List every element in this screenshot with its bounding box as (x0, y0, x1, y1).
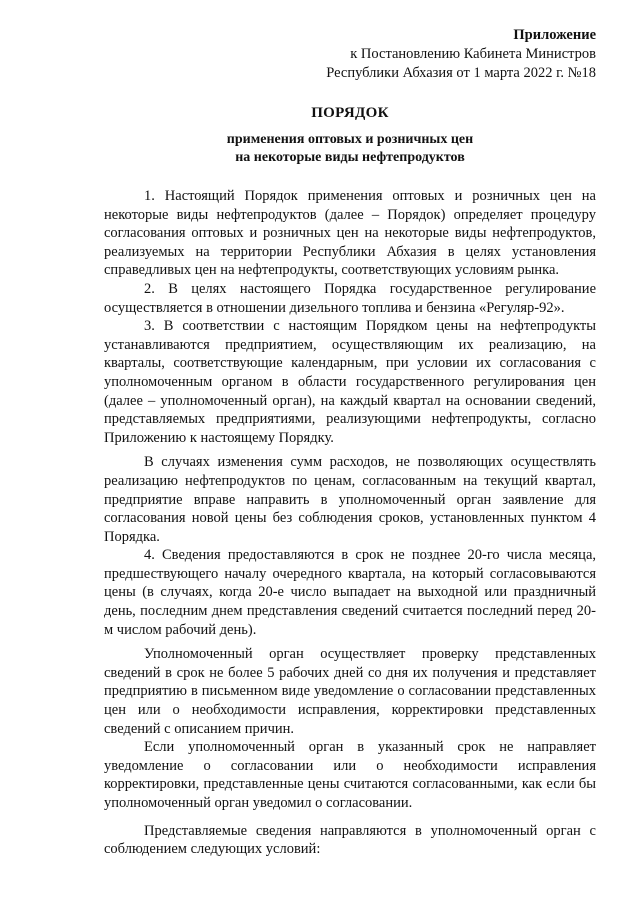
paragraph-4-default-approval: Если уполномоченный орган в указанный срок не направляет уведомление о согласовании или о необходимости исправления корректировки, представленные цены считаются согласованными, как если бы уполномоченный орган уведомил о согласовании. (104, 739, 596, 811)
document-body (104, 187, 596, 859)
appendix-title: Приложение (513, 27, 596, 43)
appendix-header (104, 26, 596, 83)
document-subtitle-line-2: на некоторые виды нефтепродуктов (235, 150, 465, 165)
appendix-reference-line-2: Республики Абхазия от 1 марта 2022 г. №18 (326, 65, 596, 81)
paragraph-4-conditions: Представляемые сведения направляются в уполномоченный орган с соблюдением следующих условий: (104, 822, 596, 858)
document-subtitle-line-1: применения оптовых и розничных цен (226, 132, 474, 147)
paragraph-3: 3. В соответствии с настоящим Порядком цены на нефтепродукты устанавливаются предприятием, осуществляющим их реализацию, на кварталы, соответствующие календарным, при условии их согласования с уполномоченным органом в области государственного регулирования цен (далее – уполномоченный орган), на каждый квартал на основании сведений, представляемых предприятиями, реализующими нефтепродукты, согласно Приложению к настоящему Порядку. (104, 318, 596, 446)
document-subtitle (104, 131, 596, 167)
paragraph-3-continuation: В случаях изменения сумм расходов, не позволяющих осуществлять реализацию нефтепродуктов по ценам, согласованным на текущий квартал, предприятие вправе направить в уполномоченный орган заявление для согласования новой цены без соблюдения сроков, установленных пунктом 4 Порядка. (104, 454, 596, 545)
paragraph-1: 1. Настоящий Порядок применения оптовых и розничных цен на некоторые виды нефтепродуктов (далее – Порядок) определяет процедуру согласования оптовых и розничных цен на некоторые виды нефтепродуктов, реализуемых на территории Республики Абхазия в целях установления справедливых цен на нефтепродукты, соответствующих условиям рынка. (104, 188, 596, 279)
paragraph-4: 4. Сведения предоставляются в срок не позднее 20-го числа месяца, предшествующего началу очередного квартала, на который согласовываются цены (в случаях, когда 20-е число выпадает на выходной или праздничный день, последним днем представления сведений считается последний перед 20-м числом рабочий день). (104, 547, 596, 638)
document-title: ПОРЯДОК (311, 105, 389, 121)
paragraph-4-verification: Уполномоченный орган осуществляет проверку представленных сведений в срок не более 5 рабочих дней со дня их получения и представляет предприятию в письменном виде уведомление о согласовании представленных цен или о необходимости исправления, корректировки представленных сведений с описанием причин. (104, 646, 596, 737)
paragraph-2: 2. В целях настоящего Порядка государственное регулирование осуществляется в отношении дизельного топлива и бензина «Регуляр-92». (104, 280, 596, 316)
appendix-reference-line-1: к Постановлению Кабинета Министров (350, 46, 596, 62)
